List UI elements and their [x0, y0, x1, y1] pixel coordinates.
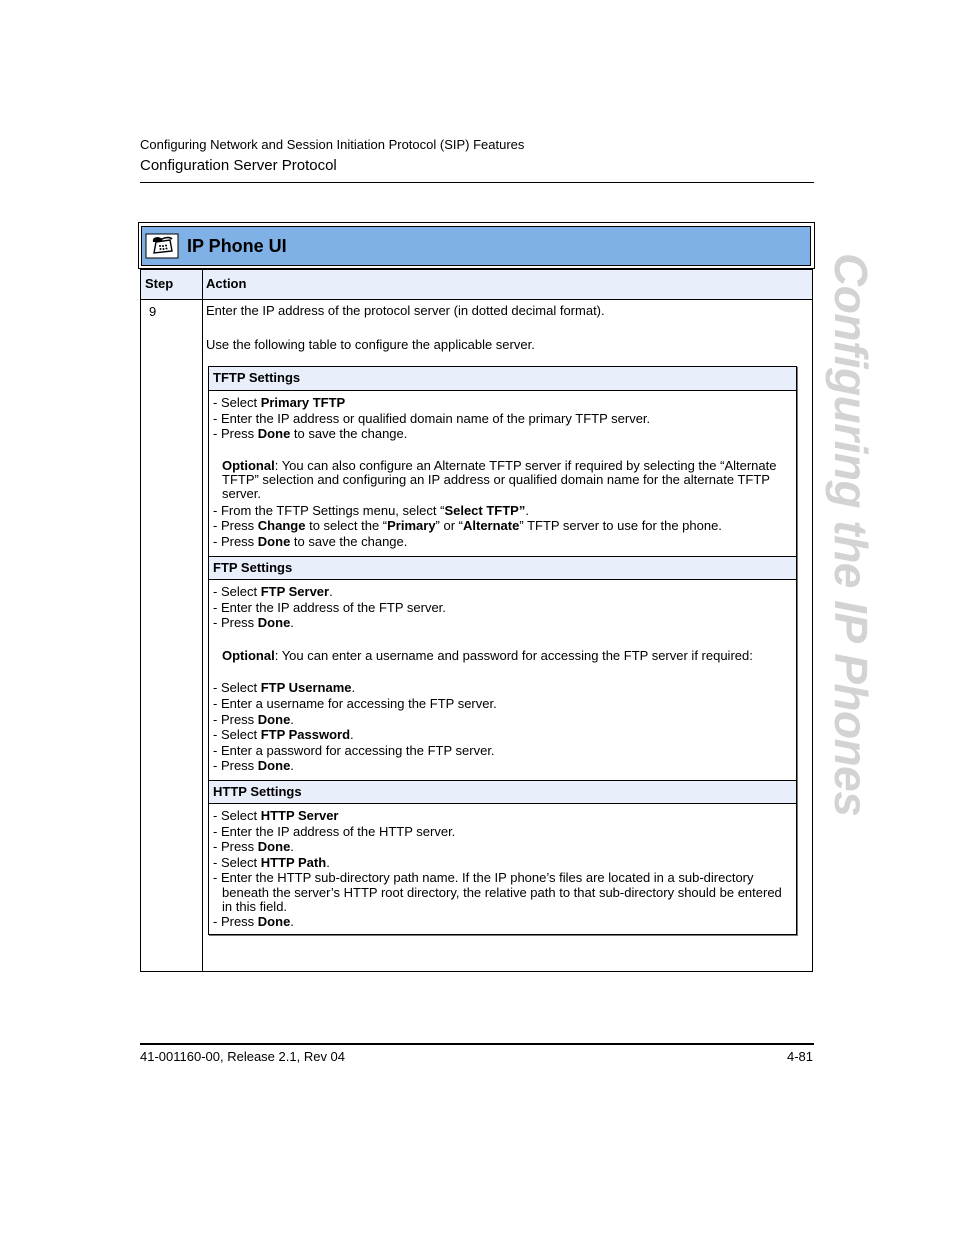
table-header-row — [141, 270, 812, 300]
header-rule — [140, 182, 814, 183]
list-item: - Press Done to save the change. — [213, 533, 408, 549]
list-item: - Press Done. — [213, 913, 294, 929]
footer-document-id: 41-001160-00, Release 2.1, Rev 04 — [140, 1049, 346, 1064]
action-text-2: Use the following table to configure the applicable server. — [206, 337, 535, 352]
column-divider — [202, 270, 203, 971]
list-item: - Select FTP Username. — [213, 680, 356, 696]
ip-phone-ui-banner — [141, 226, 811, 266]
step-number: 9 — [149, 304, 157, 319]
column-header-action: Action — [206, 276, 247, 291]
tftp-optional-note: Optional: You can also configure an Alternate TFTP server if required by selecting the “Alternate TFTP” selection and configuring an IP address or qualified domain name for the alternate TFTP server. — [222, 457, 777, 501]
list-item: - Press Done. — [213, 758, 294, 774]
list-item: - Select Primary TFTP — [213, 395, 346, 410]
banner-title: IP Phone UI — [187, 235, 287, 256]
tftp-settings-heading: TFTP Settings — [209, 367, 796, 391]
list-item: - Press Done. — [213, 839, 294, 855]
http-settings-heading: HTTP Settings — [209, 780, 796, 804]
running-header-section: Configuration Server Protocol — [140, 157, 337, 174]
list-item: - Enter the HTTP sub-directory path name. If the IP phone’s files are located in a sub-directory — [213, 870, 754, 886]
ftp-settings-body — [213, 584, 792, 774]
running-header-chapter: Configuring Network and Session Initiation Protocol (SIP) Features — [140, 137, 525, 152]
action-text-1: Enter the IP address of the protocol server (in dotted decimal format). — [206, 303, 605, 318]
list-item: - Enter a username for accessing the FTP server. — [213, 695, 497, 711]
list-item: - Select HTTP Path. — [213, 854, 330, 870]
ftp-optional-note: Optional: You can enter a username and password for accessing the FTP server if required: — [222, 647, 753, 663]
list-item-continuation: beneath the server’s HTTP root directory, the relative path to that sub-directory should be entered in this field. — [222, 884, 782, 914]
chapter-side-tab: Configuring the IP Phones — [825, 253, 877, 817]
footer-rule — [140, 1043, 814, 1045]
http-settings-body — [213, 808, 792, 930]
list-item: - Enter the IP address or qualified domain name of the primary TFTP server. — [213, 410, 651, 426]
tftp-settings-body — [213, 395, 792, 550]
server-settings-table — [208, 366, 797, 935]
footer-page-number: 4-81 — [786, 1049, 813, 1064]
list-item: - Enter the IP address of the FTP server. — [213, 599, 446, 615]
ftp-settings-heading: FTP Settings — [209, 556, 796, 580]
phone-icon — [145, 233, 179, 259]
list-item: - Press Done. — [213, 615, 294, 631]
list-item: - Select HTTP Server — [213, 808, 339, 823]
list-item: - Press Change to select the “Primary” or “Alternate” TFTP server to use for the phone. — [213, 518, 722, 534]
column-header-step: Step — [145, 276, 174, 291]
list-item: - Select FTP Password. — [213, 727, 354, 743]
list-item: - Select FTP Server. — [213, 584, 333, 599]
list-item: - Enter a password for accessing the FTP server. — [213, 742, 495, 758]
list-item: - Press Done. — [213, 711, 294, 727]
list-item: - Enter the IP address of the HTTP server. — [213, 823, 456, 839]
list-item: - From the TFTP Settings menu, select “Select TFTP”. — [213, 502, 529, 518]
list-item: - Press Done to save the change. — [213, 426, 408, 442]
